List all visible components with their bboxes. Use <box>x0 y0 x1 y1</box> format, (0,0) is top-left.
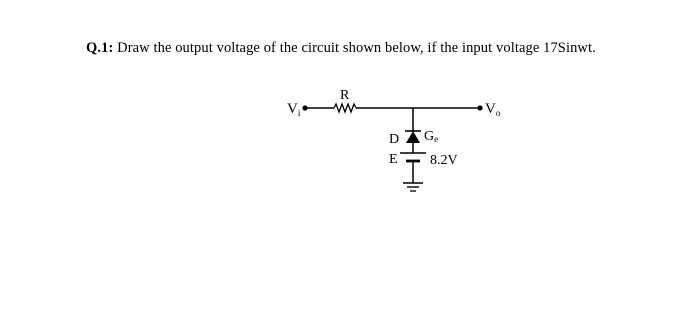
question-number: Q.1 <box>86 40 109 56</box>
input-voltage-label: $V_i$ <box>287 101 301 118</box>
diode-material-label: Ge <box>424 129 439 144</box>
diode-symbol <box>406 131 420 143</box>
resistor-symbol <box>334 104 356 112</box>
output-terminal <box>477 105 482 110</box>
resistor-label: R <box>340 88 350 103</box>
question-separator: : <box>108 40 114 56</box>
battery-voltage-label: 8.2V <box>430 153 458 168</box>
output-voltage-label: $V_o$ <box>485 101 501 118</box>
question-body: Draw the output voltage of the circuit shown below, if the input voltage 17Sinwt. <box>117 40 596 56</box>
battery-label: E <box>389 152 398 167</box>
diode-label: D <box>389 132 400 147</box>
